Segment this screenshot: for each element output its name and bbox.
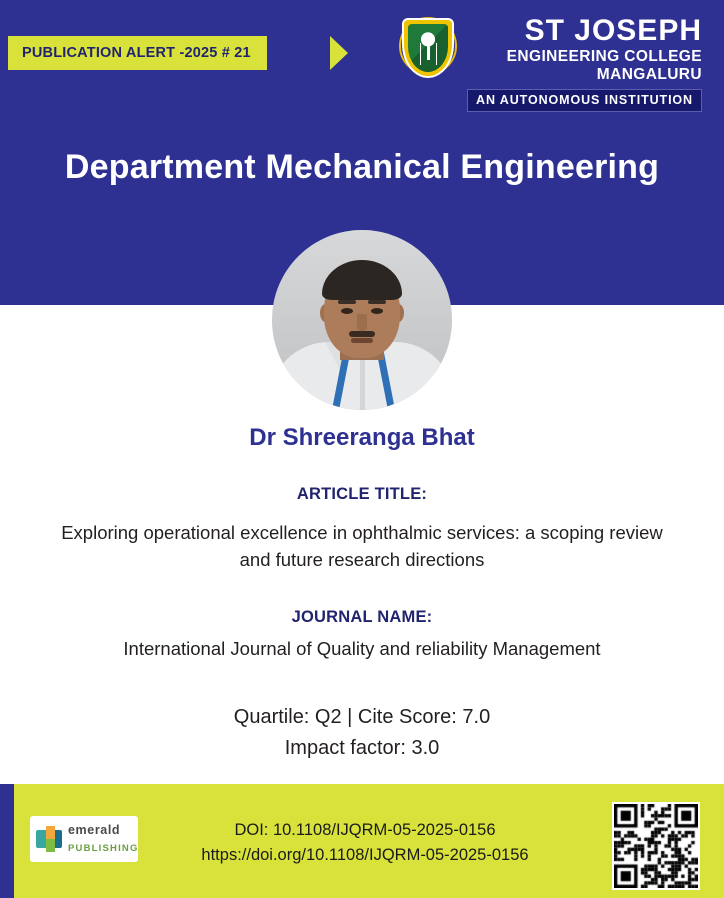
photo-nose — [357, 314, 367, 332]
college-brand — [399, 14, 702, 112]
photo-eyebrow-left — [338, 300, 356, 304]
metrics-quartile-citescore: Quartile: Q2 | Cite Score: 7.0 — [233, 706, 491, 728]
college-wordmark — [467, 14, 702, 112]
emerald-publishing-logo-icon — [30, 816, 138, 862]
author-photo-illustration — [272, 230, 452, 410]
article-title-label: ARTICLE TITLE: — [296, 485, 428, 503]
emerald-name: emerald — [68, 823, 121, 838]
journal-name-value: International Journal of Quality and reliability Management — [123, 638, 601, 659]
emerald-sub: PUBLISHING — [68, 843, 139, 854]
article-title-value: Exploring operational excellence in ophthalmic services: a scoping review and future research directions — [61, 522, 663, 570]
autonomous-institution-badge: AN AUTONOMOUS INSTITUTION — [467, 89, 702, 112]
qr-code-canvas — [614, 804, 698, 888]
publication-alert-ribbon — [8, 36, 267, 70]
photo-moustache — [349, 331, 375, 337]
journal-metrics — [0, 702, 724, 764]
college-name-line3: MANGALURU — [596, 65, 702, 83]
department-title: Department Mechanical Engineering — [64, 148, 660, 186]
author-photo — [272, 230, 452, 410]
emerald-logo-text — [68, 822, 139, 856]
crest-shield-shape — [402, 18, 454, 78]
photo-eye-left — [341, 308, 353, 314]
footer-band — [0, 784, 724, 898]
publication-alert-label: PUBLICATION ALERT -2025 # 21 — [22, 45, 251, 61]
doi-link[interactable]: https://doi.org/10.1108/IJQRM-05-2025-0156 — [201, 845, 529, 864]
qr-code-icon[interactable] — [612, 802, 700, 890]
photo-shirt-placket — [360, 360, 365, 410]
college-crest-icon — [399, 14, 457, 82]
photo-mouth — [351, 338, 373, 343]
photo-eyebrow-right — [368, 300, 386, 304]
metrics-impact-factor: Impact factor: 3.0 — [284, 737, 440, 759]
author-name: Dr Shreeranga Bhat — [249, 424, 475, 451]
ribbon-tail-decoration — [330, 36, 348, 70]
emerald-logo-mark-icon — [36, 826, 62, 852]
college-name-line2: ENGINEERING COLLEGE — [506, 48, 702, 65]
doi-text: DOI: 10.1108/IJQRM-05-2025-0156 — [234, 821, 496, 839]
doi-block — [150, 818, 580, 868]
college-name-line1: ST JOSEPH — [524, 14, 702, 47]
footer-accent-bar — [0, 784, 14, 898]
photo-eye-right — [371, 308, 383, 314]
journal-name-label: JOURNAL NAME: — [291, 608, 433, 626]
